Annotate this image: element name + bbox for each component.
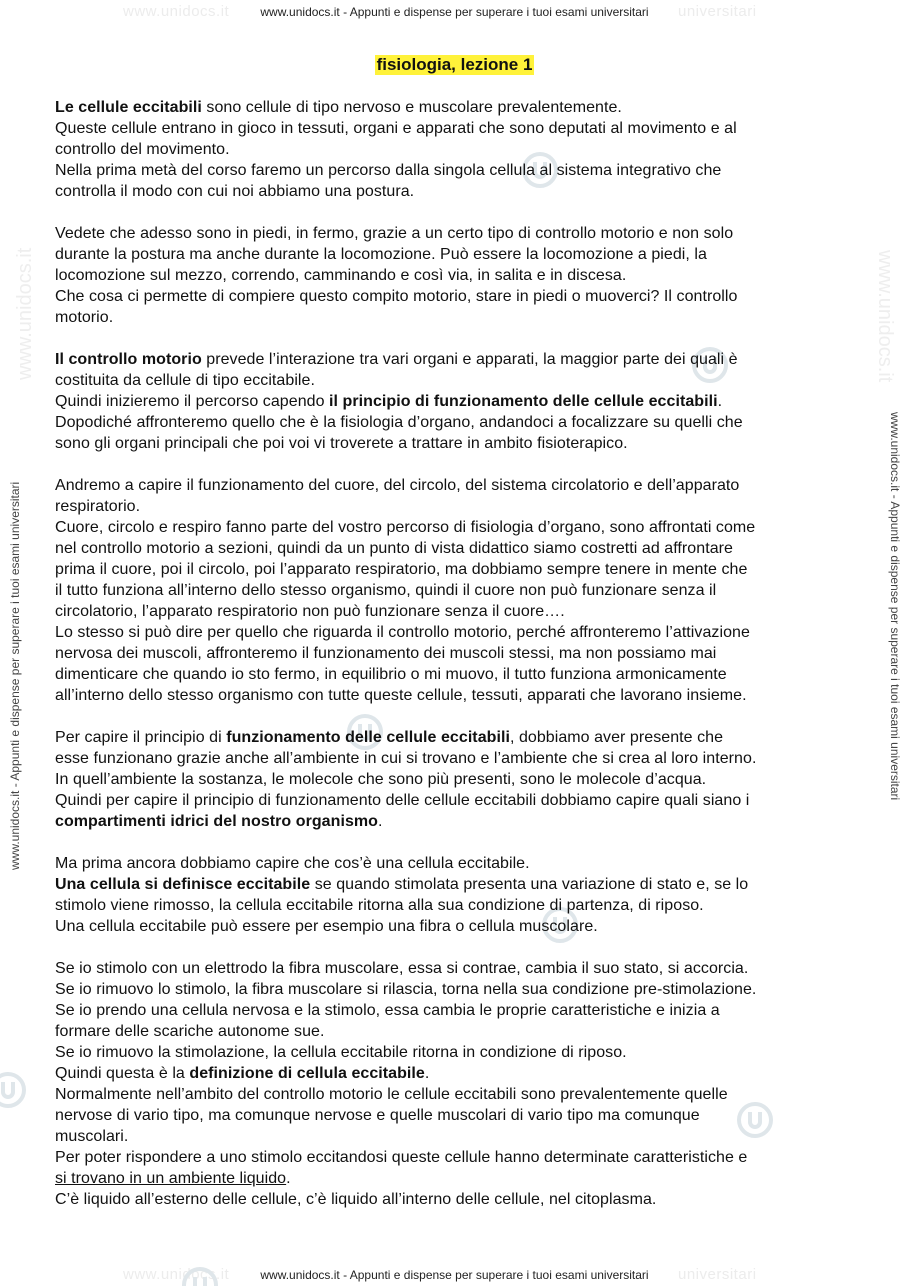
text-segment: costituita da cellule di tipo eccitabile.: [55, 372, 315, 389]
text-segment: il tutto funziona all’interno dello stesso organismo, quindi il cuore non può funzionare senza il: [55, 582, 717, 599]
text-line: [55, 958, 860, 979]
unidocs-logo-icon: [180, 1265, 220, 1286]
text-line: [55, 118, 860, 139]
text-segment: nel controllo motorio a sezioni, quindi da un punto di vista didattico siamo costretti ad affrontare: [55, 540, 733, 557]
text-line: [55, 1189, 860, 1210]
watermark-header: www.unidocs.it - Appunti e dispense per superare i tuoi esami universitari: [260, 5, 649, 19]
text-segment: nervosa dei muscoli, affronteremo il funzionamento dei muscoli stessi, ma non possiamo mai: [55, 645, 717, 662]
text-segment: prevede l’interazione tra vari organi e apparati, la maggior parte dei quali è: [201, 351, 738, 368]
text-segment: nervose di vario tipo, ma comunque nervose e quelle muscolari di vario tipo ma comunque: [55, 1107, 700, 1124]
watermark-ghost-top-left: www.unidocs.it: [123, 3, 230, 20]
text-line: [55, 181, 860, 202]
document-body: [55, 97, 860, 1210]
text-segment: muscolari.: [55, 1128, 129, 1145]
text-segment: Nella prima metà del corso faremo un percorso dalla singola cellula al sistema integrativo che: [55, 162, 722, 179]
text-segment: Se io rimuovo la stimolazione, la cellula eccitabile ritorna in condizione di riposo.: [55, 1044, 627, 1061]
text-segment: Cuore, circolo e respiro fanno parte del vostro percorso di fisiologia d’organo, sono affrontati come: [55, 519, 756, 536]
paragraph: [55, 475, 860, 706]
bold-text: Le cellule eccitabili: [55, 99, 202, 116]
text-line: [55, 769, 860, 790]
text-line: [55, 748, 860, 769]
text-segment: .: [717, 393, 723, 410]
text-segment: Lo stesso si può dire per quello che riguarda il controllo motorio, perché affronteremo l’attivazione: [55, 624, 750, 641]
text-line: [55, 433, 860, 454]
text-segment: In quell’ambiente la sostanza, le molecole che sono più presenti, sono le molecole d’acqua.: [55, 771, 707, 788]
text-segment: sono cellule di tipo nervoso e muscolare prevalentemente.: [201, 99, 622, 116]
bold-text: Una cellula si definisce eccitabile: [55, 876, 311, 893]
text-segment: Normalmente nell’ambito del controllo motorio le cellule eccitabili sono prevalentemente quelle: [55, 1086, 728, 1103]
unidocs-logo-icon: [0, 1070, 28, 1110]
title-wrapper: [0, 55, 909, 75]
paragraph: [55, 223, 860, 328]
text-segment: formare delle scariche autonome sue.: [55, 1023, 325, 1040]
text-segment: .: [424, 1065, 430, 1082]
text-segment: Andremo a capire il funzionamento del cuore, del circolo, del sistema circolatorio e dell’apparato: [55, 477, 740, 494]
text-segment: Queste cellule entrano in gioco in tessuti, organi e apparati che sono deputati al movimento e al: [55, 120, 737, 137]
text-segment: prima il cuore, poi il circolo, poi l’apparato respiratorio, ma dobbiamo sempre tenere in mente che: [55, 561, 748, 578]
text-line: [55, 916, 860, 937]
text-line: [55, 685, 860, 706]
text-segment: Quindi per capire il principio di funzionamento delle cellule eccitabili dobbiamo capire quali siano i: [55, 792, 750, 809]
watermark-side-ghost-left: www.unidocs.it: [14, 247, 36, 380]
text-line: [55, 1168, 860, 1189]
underlined-text: si trovano in un ambiente liquido: [55, 1170, 287, 1187]
text-segment: Se io rimuovo lo stimolo, la fibra muscolare si rilascia, torna nella sua condizione pre-stimolazione.: [55, 981, 757, 998]
text-line: [55, 895, 860, 916]
document-title: fisiologia, lezione 1: [376, 55, 533, 74]
text-segment: esse funzionano grazie anche all’ambiente in cui si trovano e l’ambiente che si crea al loro interno.: [55, 750, 757, 767]
text-line: [55, 1147, 860, 1168]
text-line: [55, 97, 860, 118]
text-segment: Per poter rispondere a uno stimolo eccitandosi queste cellule hanno determinate caratteristiche e: [55, 1149, 748, 1166]
text-line: [55, 517, 860, 538]
bold-text: il principio di funzionamento delle cellule eccitabili: [329, 393, 718, 410]
text-segment: dimenticare che quando io sto fermo, in equilibrio o mi muovo, il tutto funziona armonicamente: [55, 666, 727, 683]
text-line: [55, 538, 860, 559]
text-line: [55, 244, 860, 265]
text-line: [55, 874, 860, 895]
bold-text: definizione di cellula eccitabile: [189, 1065, 425, 1082]
text-segment: locomozione sul mezzo, correndo, camminando e così via, in salita e in discesa.: [55, 267, 627, 284]
text-line: [55, 664, 860, 685]
text-segment: stimolo viene rimosso, la cellula eccitabile ritorna alla sua condizione di partenza, di riposo.: [55, 897, 704, 914]
watermark-side-ghost-right: www.unidocs.it: [874, 250, 896, 383]
text-segment: Quindi inizieremo il percorso capendo: [55, 393, 330, 410]
bold-text: Il controllo motorio: [55, 351, 202, 368]
text-line: [55, 286, 860, 307]
text-segment: Dopodiché affronteremo quello che è la fisiologia d’organo, andandoci a focalizzare su quelli che: [55, 414, 743, 431]
text-line: [55, 601, 860, 622]
text-segment: Se io prendo una cellula nervosa e la stimolo, essa cambia le proprie caratteristiche e inizia a: [55, 1002, 720, 1019]
paragraph: [55, 853, 860, 937]
watermark-ghost-bottom-left: www.unidocs.it: [123, 1266, 230, 1283]
text-line: [55, 1042, 860, 1063]
text-line: [55, 979, 860, 1000]
text-line: [55, 1000, 860, 1021]
text-segment: durante la postura ma anche durante la locomozione. Può essere la locomozione a piedi, la: [55, 246, 707, 263]
text-line: [55, 790, 860, 811]
text-segment: se quando stimolata presenta una variazione di stato e, se lo: [310, 876, 749, 893]
text-segment: C’è liquido all’esterno delle cellule, c’è liquido all’interno delle cellule, nel citoplasma.: [55, 1191, 657, 1208]
paragraph: [55, 727, 860, 832]
watermark-side-right: www.unidocs.it - Appunti e dispense per superare i tuoi esami universitari: [888, 412, 902, 801]
text-line: [55, 370, 860, 391]
text-line: [55, 412, 860, 433]
text-segment: motorio.: [55, 309, 114, 326]
text-line: [55, 391, 860, 412]
text-line: [55, 727, 860, 748]
text-line: [55, 160, 860, 181]
text-segment: Ma prima ancora dobbiamo capire che cos’è una cellula eccitabile.: [55, 855, 530, 872]
watermark-side-left: www.unidocs.it - Appunti e dispense per superare i tuoi esami universitari: [8, 481, 22, 870]
text-segment: .: [378, 813, 383, 830]
bold-text: funzionamento delle cellule eccitabili: [226, 729, 510, 746]
paragraph: [55, 97, 860, 202]
text-line: [55, 559, 860, 580]
bold-text: compartimenti idrici del nostro organismo: [55, 813, 378, 830]
text-segment: Per capire il principio di: [55, 729, 227, 746]
text-line: [55, 475, 860, 496]
text-segment: .: [286, 1170, 291, 1187]
text-segment: Se io stimolo con un elettrodo la fibra muscolare, essa si contrae, cambia il suo stato, si accorcia.: [55, 960, 749, 977]
text-segment: controllo del movimento.: [55, 141, 230, 158]
text-line: [55, 853, 860, 874]
text-segment: , dobbiamo aver presente che: [509, 729, 724, 746]
watermark-footer: www.unidocs.it - Appunti e dispense per superare i tuoi esami universitari: [260, 1268, 649, 1282]
text-line: [55, 1126, 860, 1147]
text-line: [55, 1021, 860, 1042]
text-segment: sono gli organi principali che poi voi vi troverete a trattare in ambito fisioterapico.: [55, 435, 628, 452]
paragraph: [55, 958, 860, 1210]
text-line: [55, 307, 860, 328]
text-line: [55, 1105, 860, 1126]
watermark-ghost-bottom-right: universitari: [678, 1266, 757, 1283]
watermark-ghost-top-right: universitari: [678, 3, 757, 20]
text-line: [55, 643, 860, 664]
text-segment: Una cellula eccitabile può essere per esempio una fibra o cellula muscolare.: [55, 918, 598, 935]
text-segment: all’interno dello stesso organismo con tutte queste cellule, tessuti, apparati che lavorano insieme.: [55, 687, 747, 704]
text-line: [55, 1084, 860, 1105]
text-segment: Vedete che adesso sono in piedi, in fermo, grazie a un certo tipo di controllo motorio e non solo: [55, 225, 734, 242]
text-line: [55, 265, 860, 286]
text-segment: Quindi questa è la: [55, 1065, 190, 1082]
text-line: [55, 622, 860, 643]
text-segment: controlla il modo con cui noi abbiamo una postura.: [55, 183, 415, 200]
paragraph: [55, 349, 860, 454]
text-line: [55, 580, 860, 601]
text-line: [55, 349, 860, 370]
text-line: [55, 1063, 860, 1084]
text-segment: respiratorio.: [55, 498, 141, 515]
text-segment: circolatorio, l’apparato respiratorio non può funzionare senza il cuore….: [55, 603, 565, 620]
text-line: [55, 496, 860, 517]
text-line: [55, 223, 860, 244]
text-segment: Che cosa ci permette di compiere questo compito motorio, stare in piedi o muoverci? Il controllo: [55, 288, 738, 305]
text-line: [55, 139, 860, 160]
text-line: [55, 811, 860, 832]
